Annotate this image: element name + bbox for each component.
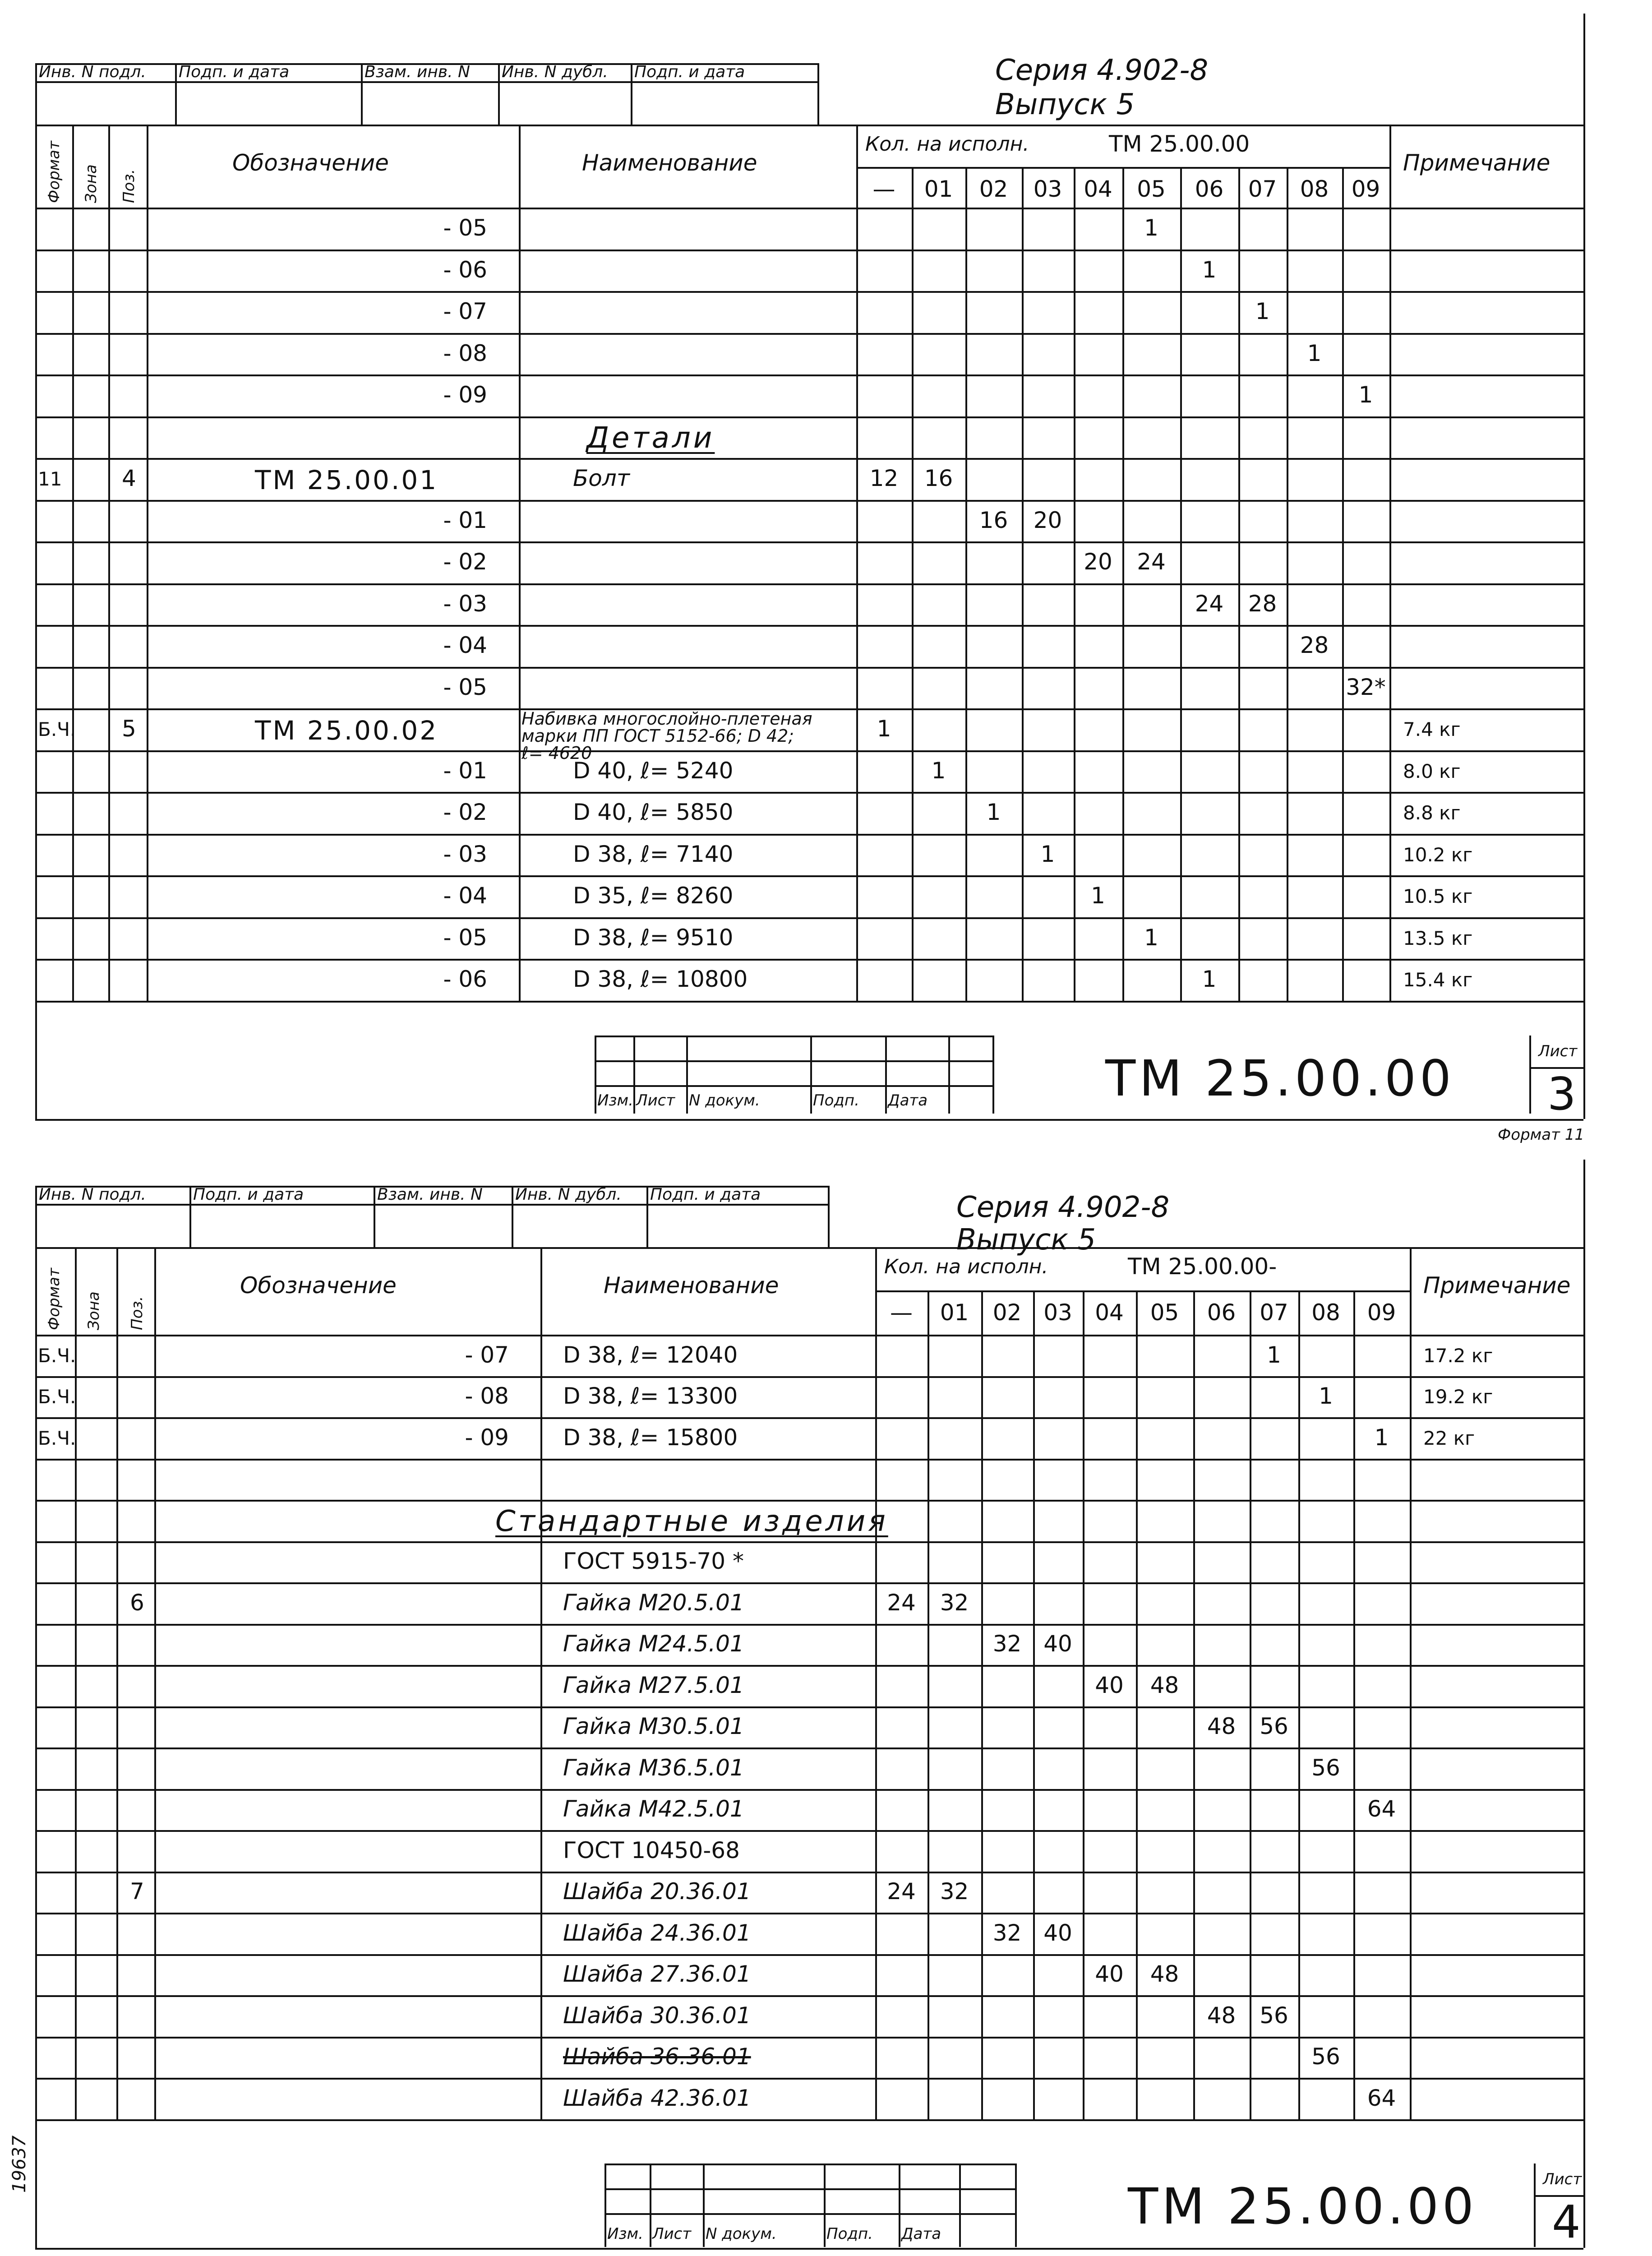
name-cell: ГОСТ 10450-68 bbox=[563, 1837, 740, 1863]
sheet-number: 4 bbox=[1552, 2196, 1581, 2248]
designation-cell: - 04 bbox=[443, 883, 487, 909]
name-cell: ГОСТ 5915-70 * bbox=[563, 1548, 744, 1575]
name-cell: D 38, ℓ= 7140 bbox=[573, 841, 734, 867]
sheet-label: Лист bbox=[1543, 2170, 1582, 2188]
name-cell: Шайба 24.36.01 bbox=[563, 1919, 751, 1946]
qty-cell: 32* bbox=[1346, 674, 1386, 700]
title-block-list: Лист bbox=[636, 1091, 675, 1110]
name-cell: D 38, ℓ= 9510 bbox=[573, 924, 734, 951]
qty-cell: 56 bbox=[1260, 2002, 1288, 2029]
format-cell: Б.Ч. bbox=[38, 1344, 76, 1367]
qty-cell: 40 bbox=[1095, 1672, 1124, 1698]
row-line bbox=[35, 333, 1583, 335]
frame-bottom bbox=[35, 2248, 1583, 2250]
qty-cell: 32 bbox=[940, 1878, 969, 1905]
variant-08: 08 bbox=[1300, 176, 1329, 202]
qty-cell: 20 bbox=[1033, 507, 1062, 533]
variant-03: 03 bbox=[1043, 1299, 1072, 1326]
note-cell: 19.2 кг bbox=[1423, 1386, 1493, 1408]
qty-cell: 24 bbox=[1195, 590, 1224, 617]
qty-cell: 28 bbox=[1300, 632, 1329, 659]
name-cell: Болт bbox=[573, 465, 630, 492]
row-line bbox=[35, 1789, 1583, 1791]
title-block-data: Дата bbox=[901, 2225, 941, 2243]
spec-sheet-4 bbox=[0, 1146, 1652, 2256]
variant-base: — bbox=[890, 1299, 913, 1326]
position-cell: 4 bbox=[122, 465, 136, 492]
row-line bbox=[35, 1954, 1583, 1956]
row-line bbox=[35, 667, 1583, 669]
approval-field-label: Подп. и дата bbox=[650, 1185, 761, 1204]
designation-cell: ТМ 25.00.01 bbox=[255, 465, 438, 496]
qty-cell: 1 bbox=[931, 757, 946, 784]
header-strip-line bbox=[35, 81, 817, 83]
qty-cell: 40 bbox=[1043, 1631, 1072, 1657]
note-cell: 17.2 кг bbox=[1423, 1344, 1493, 1367]
row-line bbox=[35, 917, 1583, 919]
name-cell: Гайка М20.5.01 bbox=[563, 1589, 744, 1616]
approval-field-label: Подп. и дата bbox=[634, 63, 745, 81]
name-cell: D 38, ℓ= 12040 bbox=[563, 1341, 738, 1368]
title-block-line bbox=[595, 1060, 992, 1062]
qty-cell: 1 bbox=[1358, 382, 1373, 408]
row-line bbox=[35, 1624, 1583, 1626]
title-block-divider bbox=[810, 1036, 812, 1114]
row-line bbox=[35, 834, 1583, 836]
qty-cell: 40 bbox=[1095, 1961, 1124, 1988]
qty-cell: 1 bbox=[1144, 924, 1158, 951]
section-heading: Детали bbox=[586, 421, 715, 455]
approval-field-label: Взам. инв. N bbox=[365, 63, 470, 81]
table-head-border bbox=[35, 208, 1583, 209]
head-name: Наименование bbox=[604, 1272, 779, 1299]
format-cell: 11 bbox=[38, 468, 62, 490]
column-divider bbox=[1410, 1247, 1412, 2119]
title-block-ndok: N докум. bbox=[706, 2225, 777, 2243]
qty-cell: 48 bbox=[1150, 1961, 1179, 1988]
qty-cell: 1 bbox=[1202, 256, 1217, 283]
name-cell: Гайка М42.5.01 bbox=[563, 1796, 744, 1822]
row-line bbox=[35, 250, 1583, 251]
name-cell: Шайба 27.36.01 bbox=[563, 1961, 751, 1988]
approval-field-label: Подп. и дата bbox=[179, 63, 290, 81]
variant-04: 04 bbox=[1095, 1299, 1124, 1326]
variant-02: 02 bbox=[979, 176, 1008, 202]
title-block-line bbox=[605, 2213, 1015, 2215]
qty-cell: 56 bbox=[1311, 2043, 1340, 2070]
name-cell: D 38, ℓ= 13300 bbox=[563, 1383, 738, 1410]
note-cell: 7.4 кг bbox=[1403, 718, 1461, 741]
designation-cell: ТМ 25.00.02 bbox=[255, 715, 438, 746]
qty-cell: 64 bbox=[1367, 2085, 1396, 2111]
column-divider bbox=[1389, 125, 1391, 1001]
header-strip-divider bbox=[361, 63, 363, 125]
frame-left bbox=[35, 125, 37, 1119]
row-line bbox=[35, 1417, 1583, 1419]
designation-cell: - 05 bbox=[443, 924, 487, 951]
title-block-divider bbox=[633, 1036, 635, 1114]
title-block-divider bbox=[605, 2164, 606, 2247]
qty-cell: 1 bbox=[877, 716, 891, 742]
row-line bbox=[35, 875, 1583, 877]
qty-cell: 1 bbox=[1091, 883, 1105, 909]
head-qty-code: ТМ 25.00.00- bbox=[1128, 1253, 1277, 1280]
header-strip-divider bbox=[35, 63, 37, 125]
variant-07: 07 bbox=[1248, 176, 1277, 202]
frame-bottom bbox=[35, 1119, 1583, 1121]
name-cell: Шайба 36.36.01 bbox=[563, 2043, 751, 2070]
qty-cell: 1 bbox=[1040, 841, 1055, 867]
name-cell: Гайка М36.5.01 bbox=[563, 1754, 744, 1781]
name-cell: D 40, ℓ= 5240 bbox=[573, 757, 734, 784]
qty-cell: 1 bbox=[1374, 1424, 1389, 1451]
name-cell: D 38, ℓ= 10800 bbox=[573, 966, 748, 993]
column-divider bbox=[75, 1247, 77, 2119]
title-block-divider bbox=[885, 1036, 887, 1114]
title-block-line bbox=[605, 2188, 1015, 2190]
note-cell: 22 кг bbox=[1423, 1427, 1475, 1449]
variant-05: 05 bbox=[1137, 176, 1166, 202]
column-divider bbox=[108, 125, 110, 1001]
title-block-podp: Подп. bbox=[813, 1091, 859, 1110]
title-block-line bbox=[595, 1085, 992, 1087]
head-pos: Поз. bbox=[128, 1296, 146, 1330]
row-line bbox=[35, 1872, 1583, 1873]
name-cell: Шайба 30.36.01 bbox=[563, 2002, 751, 2029]
approval-field-label: Подп. и дата bbox=[193, 1185, 304, 1204]
designation-cell: - 05 bbox=[443, 215, 487, 241]
frame-right bbox=[1583, 1160, 1585, 2248]
row-line bbox=[35, 2119, 1583, 2121]
designation-cell: - 04 bbox=[443, 632, 487, 659]
designation-cell: - 02 bbox=[443, 799, 487, 826]
qty-cell: 32 bbox=[940, 1589, 969, 1616]
row-line bbox=[35, 291, 1583, 293]
row-line bbox=[35, 1995, 1583, 1997]
title-block-divider bbox=[824, 2164, 826, 2247]
title-block-divider bbox=[650, 2164, 651, 2247]
column-divider bbox=[154, 1247, 156, 2119]
title-block-line bbox=[595, 1036, 992, 1037]
approval-field-label: Инв. N подл. bbox=[39, 1185, 146, 1204]
qty-cell: 12 bbox=[869, 465, 899, 492]
designation-cell: - 06 bbox=[443, 966, 487, 993]
head-qty-label: Кол. на исполн. bbox=[884, 1255, 1048, 1278]
title-block-izm: Изм. bbox=[607, 2225, 643, 2243]
row-line bbox=[35, 1582, 1583, 1584]
row-line bbox=[35, 541, 1583, 543]
row-line bbox=[35, 2037, 1583, 2039]
qty-cell: 48 bbox=[1150, 1672, 1179, 1698]
format-label: Формат 11 bbox=[1498, 1126, 1585, 1144]
header-strip-divider bbox=[817, 63, 819, 125]
name-cell: D 38, ℓ= 15800 bbox=[563, 1424, 738, 1451]
header-strip-divider bbox=[512, 1186, 513, 1247]
title-block-divider bbox=[992, 1036, 994, 1114]
qty-cell: 1 bbox=[1267, 1341, 1281, 1368]
qty-cell: 32 bbox=[992, 1631, 1022, 1657]
designation-cell: - 06 bbox=[443, 256, 487, 283]
header-strip-divider bbox=[189, 1186, 191, 1247]
variant-09: 09 bbox=[1351, 176, 1380, 202]
title-block-data: Дата bbox=[888, 1091, 928, 1110]
frame-right bbox=[1583, 14, 1585, 1119]
head-note: Примечание bbox=[1403, 150, 1550, 176]
qty-cell: 1 bbox=[1202, 966, 1217, 993]
variant-01: 01 bbox=[924, 176, 953, 202]
head-designation: Обозначение bbox=[240, 1272, 397, 1299]
designation-cell: - 09 bbox=[465, 1424, 509, 1451]
sheet-box-left bbox=[1529, 1036, 1531, 1114]
note-cell: 15.4 кг bbox=[1403, 969, 1473, 991]
name-cell: Гайка М30.5.01 bbox=[563, 1713, 744, 1740]
row-line bbox=[35, 1500, 1583, 1502]
margin-note: 19637 bbox=[9, 2135, 30, 2193]
qty-head-split bbox=[875, 1290, 1410, 1292]
head-format: Формат bbox=[45, 1268, 63, 1330]
variant-04: 04 bbox=[1084, 176, 1112, 202]
note-cell: 10.5 кг bbox=[1403, 885, 1473, 908]
designation-cell: - 08 bbox=[443, 340, 487, 366]
header-strip-divider bbox=[374, 1186, 375, 1247]
name-cell: Шайба 20.36.01 bbox=[563, 1878, 751, 1905]
designation-cell: - 01 bbox=[443, 757, 487, 784]
variant-01: 01 bbox=[940, 1299, 969, 1326]
head-zone: Зона bbox=[85, 1291, 103, 1330]
row-line bbox=[35, 1376, 1583, 1378]
variant-06: 06 bbox=[1207, 1299, 1236, 1326]
title-block-list: Лист bbox=[652, 2225, 692, 2243]
title-block-izm: Изм. bbox=[597, 1091, 633, 1110]
approval-field-label: Инв. N подл. bbox=[39, 63, 146, 81]
row-line bbox=[35, 1913, 1583, 1914]
designation-cell: - 03 bbox=[443, 841, 487, 867]
approval-field-label: Взам. инв. N bbox=[377, 1185, 483, 1204]
title-block-divider bbox=[595, 1036, 596, 1114]
head-qty-label: Кол. на исполн. bbox=[865, 133, 1029, 156]
column-divider bbox=[72, 125, 74, 1001]
name-cell: Гайка М27.5.01 bbox=[563, 1672, 744, 1698]
column-divider bbox=[875, 1247, 877, 2119]
name-cell: Шайба 42.36.01 bbox=[563, 2085, 751, 2111]
name-cell: Гайка М24.5.01 bbox=[563, 1631, 744, 1657]
head-note: Примечание bbox=[1423, 1272, 1571, 1299]
qty-cell: 16 bbox=[924, 465, 953, 492]
qty-cell: 1 bbox=[1255, 298, 1270, 325]
qty-cell: 1 bbox=[1307, 340, 1322, 366]
header-strip-divider bbox=[175, 63, 177, 125]
variant-09: 09 bbox=[1367, 1299, 1396, 1326]
variant-02: 02 bbox=[992, 1299, 1022, 1326]
series-label: Серия 4.902-8 bbox=[956, 1191, 1170, 1224]
column-divider bbox=[147, 125, 148, 1001]
qty-cell: 48 bbox=[1207, 2002, 1236, 2029]
designation-cell: - 03 bbox=[443, 590, 487, 617]
qty-cell: 16 bbox=[979, 507, 1008, 533]
variant-06: 06 bbox=[1195, 176, 1224, 202]
title-block-divider bbox=[1015, 2164, 1017, 2247]
qty-cell: 64 bbox=[1367, 1796, 1396, 1822]
qty-cell: 48 bbox=[1207, 1713, 1236, 1740]
row-line bbox=[35, 583, 1583, 585]
row-line bbox=[35, 1747, 1583, 1749]
variant-07: 07 bbox=[1260, 1299, 1288, 1326]
designation-cell: - 07 bbox=[443, 298, 487, 325]
table-head-border bbox=[35, 1335, 1583, 1336]
name-cell: D 35, ℓ= 8260 bbox=[573, 883, 734, 909]
designation-cell: - 09 bbox=[443, 382, 487, 408]
designation-cell: - 05 bbox=[443, 674, 487, 700]
row-line bbox=[35, 500, 1583, 502]
qty-cell: 32 bbox=[992, 1919, 1022, 1946]
name-cell: Набивка многослойно-плетеная марки ПП ГОСТ 5152-66; D 42; ℓ= 4620 bbox=[521, 709, 812, 763]
row-line bbox=[35, 1830, 1583, 1832]
section-heading: Стандартные изделия bbox=[495, 1504, 888, 1538]
row-line bbox=[35, 625, 1583, 627]
qty-cell: 40 bbox=[1043, 1919, 1072, 1946]
approval-field-label: Инв. N дубл. bbox=[502, 63, 608, 81]
qty-cell: 24 bbox=[887, 1878, 916, 1905]
head-name: Наименование bbox=[582, 150, 757, 176]
qty-cell: 24 bbox=[1137, 549, 1166, 575]
format-cell: Б.Ч. bbox=[38, 718, 76, 741]
qty-cell: 56 bbox=[1260, 1713, 1288, 1740]
position-cell: 5 bbox=[122, 716, 136, 742]
variant-08: 08 bbox=[1311, 1299, 1340, 1326]
issue-label: Выпуск 5 bbox=[995, 88, 1135, 121]
variant-base: — bbox=[872, 176, 895, 202]
column-divider bbox=[116, 1247, 118, 2119]
qty-cell: 1 bbox=[1144, 215, 1158, 241]
title-block-divider bbox=[959, 2164, 961, 2247]
row-line bbox=[35, 1001, 1583, 1003]
designation-cell: - 02 bbox=[443, 549, 487, 575]
row-line bbox=[35, 792, 1583, 794]
approval-field-label: Инв. N дубл. bbox=[515, 1185, 622, 1204]
title-block-divider bbox=[703, 2164, 705, 2247]
designation-cell: - 01 bbox=[443, 507, 487, 533]
qty-cell: 56 bbox=[1311, 1754, 1340, 1781]
document-code: ТМ 25.00.00 bbox=[1128, 2177, 1477, 2235]
note-cell: 8.0 кг bbox=[1403, 760, 1461, 782]
qty-cell: 1 bbox=[1319, 1383, 1333, 1410]
header-strip-line bbox=[35, 1204, 828, 1206]
head-qty-code: ТМ 25.00.00 bbox=[1109, 131, 1250, 157]
qty-cell: 20 bbox=[1084, 549, 1112, 575]
position-cell: 7 bbox=[130, 1878, 144, 1905]
title-block-divider bbox=[686, 1036, 688, 1114]
format-cell: Б.Ч. bbox=[38, 1386, 76, 1408]
title-block-divider bbox=[899, 2164, 900, 2247]
head-pos: Поз. bbox=[120, 169, 138, 203]
row-line bbox=[35, 1706, 1583, 1708]
variant-05: 05 bbox=[1150, 1299, 1179, 1326]
title-block-divider bbox=[948, 1036, 950, 1114]
designation-cell: - 07 bbox=[465, 1341, 509, 1368]
note-cell: 10.2 кг bbox=[1403, 843, 1473, 866]
sheet-label: Лист bbox=[1538, 1042, 1578, 1060]
row-line bbox=[35, 458, 1583, 460]
head-format: Формат bbox=[45, 141, 63, 203]
title-block-podp: Подп. bbox=[826, 2225, 873, 2243]
issue-label: Выпуск 5 bbox=[956, 1223, 1096, 1257]
row-line bbox=[35, 959, 1583, 961]
header-strip-divider bbox=[631, 63, 632, 125]
column-divider bbox=[540, 1247, 542, 2119]
qty-cell: 28 bbox=[1248, 590, 1277, 617]
header-strip-divider bbox=[828, 1186, 830, 1247]
qty-cell: 1 bbox=[986, 799, 1001, 826]
title-block-ndok: N докум. bbox=[689, 1091, 760, 1110]
variant-03: 03 bbox=[1033, 176, 1062, 202]
sheet-number: 3 bbox=[1547, 1068, 1576, 1120]
column-divider bbox=[856, 125, 858, 1001]
qty-cell: 24 bbox=[887, 1589, 916, 1616]
table-top-border bbox=[35, 125, 1583, 126]
column-divider bbox=[519, 125, 521, 1001]
series-label: Серия 4.902-8 bbox=[995, 54, 1209, 87]
row-line bbox=[35, 2078, 1583, 2080]
sheet-box-left bbox=[1534, 2164, 1536, 2247]
title-block-line bbox=[605, 2164, 1015, 2165]
designation-cell: - 08 bbox=[465, 1383, 509, 1410]
note-cell: 8.8 кг bbox=[1403, 802, 1461, 824]
header-strip-divider bbox=[646, 1186, 648, 1247]
row-line bbox=[35, 416, 1583, 418]
row-line bbox=[35, 374, 1583, 376]
head-designation: Обозначение bbox=[232, 150, 389, 176]
header-strip-divider bbox=[498, 63, 500, 125]
header-strip-divider bbox=[35, 1186, 37, 1247]
row-line bbox=[35, 1541, 1583, 1543]
name-cell: D 40, ℓ= 5850 bbox=[573, 799, 734, 826]
document-code: ТМ 25.00.00 bbox=[1105, 1049, 1455, 1107]
format-cell: Б.Ч. bbox=[38, 1427, 76, 1449]
row-line bbox=[35, 1459, 1583, 1461]
table-top-border bbox=[35, 1247, 1583, 1249]
row-line bbox=[35, 1665, 1583, 1667]
note-cell: 13.5 кг bbox=[1403, 927, 1473, 949]
head-zone: Зона bbox=[82, 164, 100, 203]
position-cell: 6 bbox=[130, 1589, 144, 1616]
